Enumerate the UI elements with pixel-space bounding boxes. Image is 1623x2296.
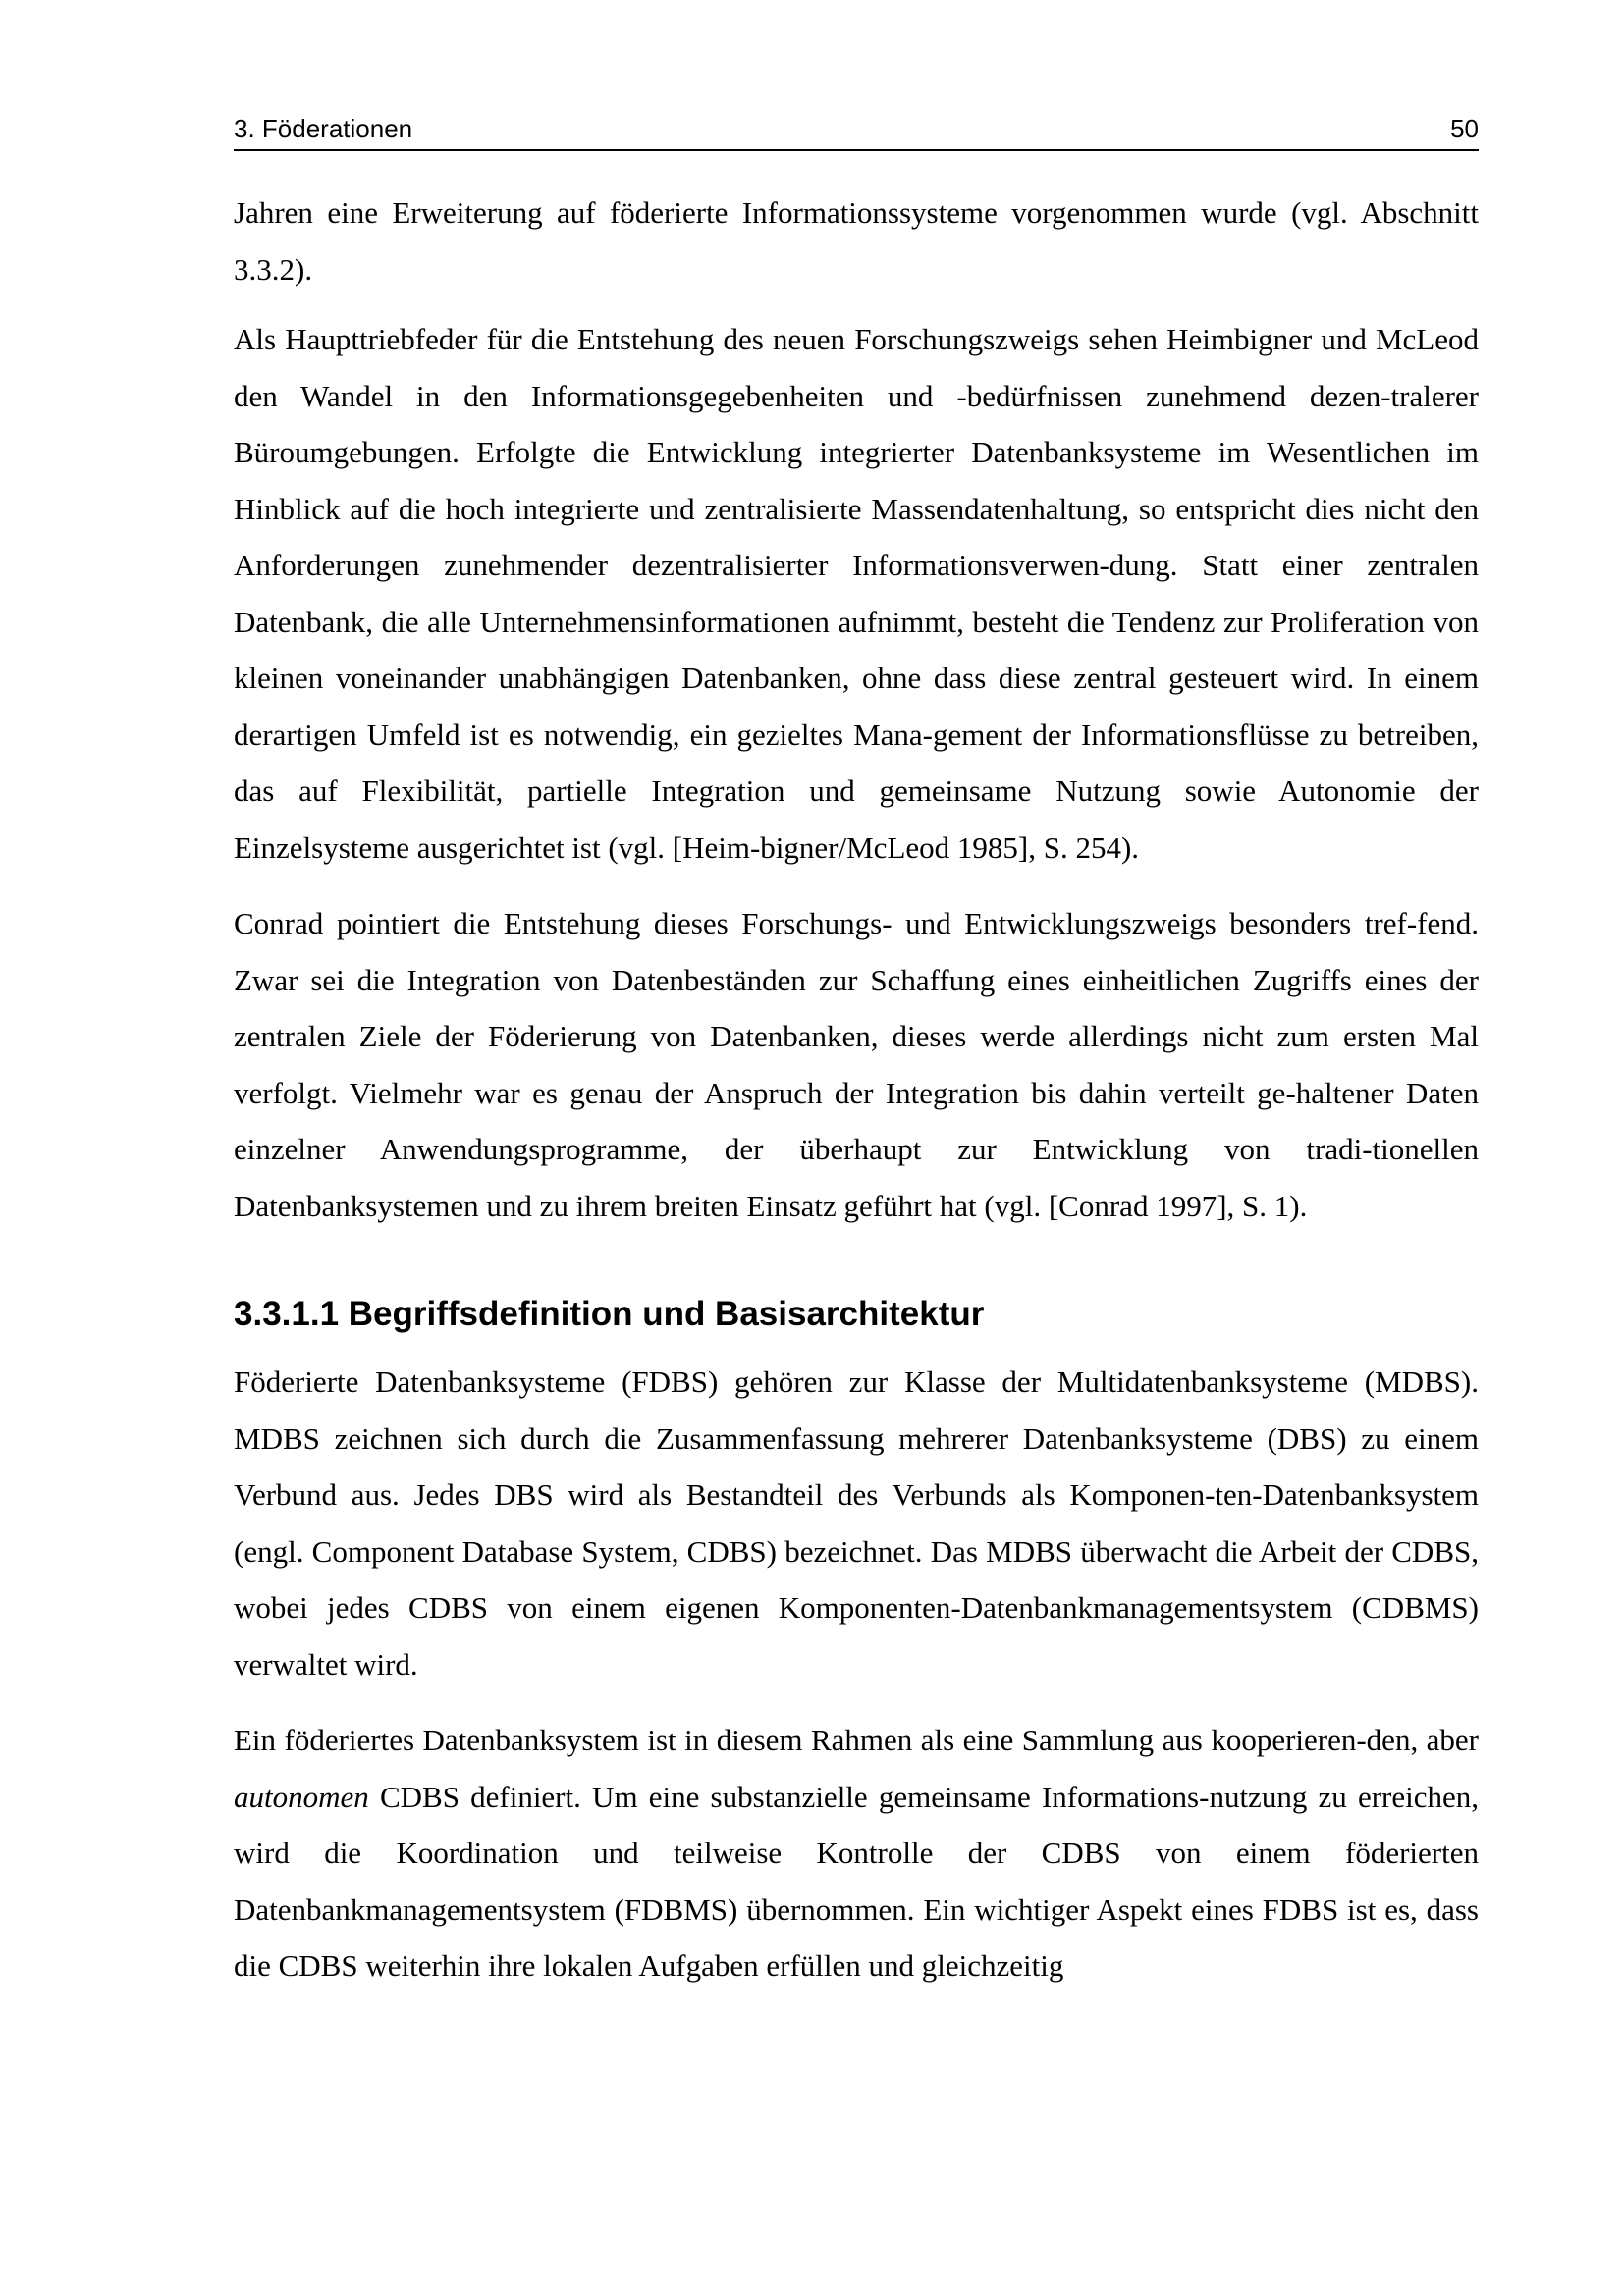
paragraph-text-before: Ein föderiertes Datenbanksystem ist in diesem Rahmen als eine Sammlung aus kooperieren-den, aber	[234, 1723, 1479, 1757]
paragraph-heimbigner-mcleod: Als Haupttriebfeder für die Entstehung des neuen Forschungszweigs sehen Heimbigner und McLeod den Wandel in den Informationsgegebenheiten und -bedürfnissen zunehmend dezen-tralerer Büroumgebungen. Erfolgte die Entwicklung integrierter Datenbanksysteme im Wesentlichen im Hinblick auf die hoch integrierte und zentralisierte Massendatenhaltung, so entspricht dies nicht den Anforderungen zunehmender dezentralisierter Informationsverwen-dung. Statt einer zentralen Datenbank, die alle Unternehmensinformationen aufnimmt, besteht die Tendenz zur Proliferation von kleinen voneinander unabhängigen Datenbanken, ohne dass diese zentral gesteuert wird. In einem derartigen Umfeld ist es notwendig, ein gezieltes Mana-gement der Informationsflüsse zu betreiben, das auf Flexibilität, partielle Integration und gemeinsame Nutzung sowie Autonomie der Einzelsysteme ausgerichtet ist (vgl. [Heim-bigner/McLeod 1985], S. 254).	[234, 322, 1479, 865]
section-heading: 3.3.1.1 Begriffsdefinition und Basisarchitektur	[234, 1295, 985, 1333]
paragraph-fdbs-definition: Föderierte Datenbanksysteme (FDBS) gehören zur Klasse der Multidatenbanksysteme (MDBS). MDBS zeichnen sich durch die Zusammenfassung mehrerer Datenbanksysteme (DBS) zu einem Verbund aus. Jedes DBS wird als Bestandteil des Verbunds als Komponen-ten-Datenbanksystem (engl. Component Database System, CDBS) bezeichnet. Das MDBS überwacht die Arbeit der CDBS, wobei jedes CDBS von einem eigenen Komponenten-Datenbankmanagementsystem (CDBMS) verwaltet wird.	[234, 1364, 1479, 1682]
body-text	[234, 185, 1479, 2014]
running-header	[234, 110, 1479, 151]
emphasis-autonomen: autonomen	[234, 1779, 369, 1814]
paragraph-fdbs-autonomy	[234, 1712, 1479, 1995]
page-number: 50	[1450, 114, 1479, 143]
paragraph-text-after: CDBS definiert. Um eine substanzielle gemeinsame Informations-nutzung zu erreichen, wird die Koordination und teilweise Kontrolle der CDBS von einem föderierten Datenbankmanagementsystem (FDBMS) übernommen. Ein wichtiger Aspekt eines FDBS ist es, dass die CDBS weiterhin ihre lokalen Aufgaben erfüllen und gleichzeitig	[234, 1779, 1479, 1983]
paragraph-continuation: Jahren eine Erweiterung auf föderierte Informationssysteme vorgenommen wurde (vgl. Abschnitt 3.3.2).	[234, 195, 1479, 287]
chapter-title: 3. Föderationen	[234, 114, 413, 143]
paragraph-conrad: Conrad pointiert die Entstehung dieses Forschungs- und Entwicklungszweigs besonders tref-fend. Zwar sei die Integration von Datenbeständen zur Schaffung eines einheitlichen Zugriffs eines der zentralen Ziele der Föderierung von Datenbanken, dieses werde allerdings nicht zum ersten Mal verfolgt. Vielmehr war es genau der Anspruch der Integration bis dahin verteilt ge-haltener Daten einzelner Anwendungsprogramme, der überhaupt zur Entwicklung von tradi-tionellen Datenbanksystemen und zu ihrem breiten Einsatz geführt hat (vgl. [Conrad 1997], S. 1).	[234, 906, 1479, 1223]
